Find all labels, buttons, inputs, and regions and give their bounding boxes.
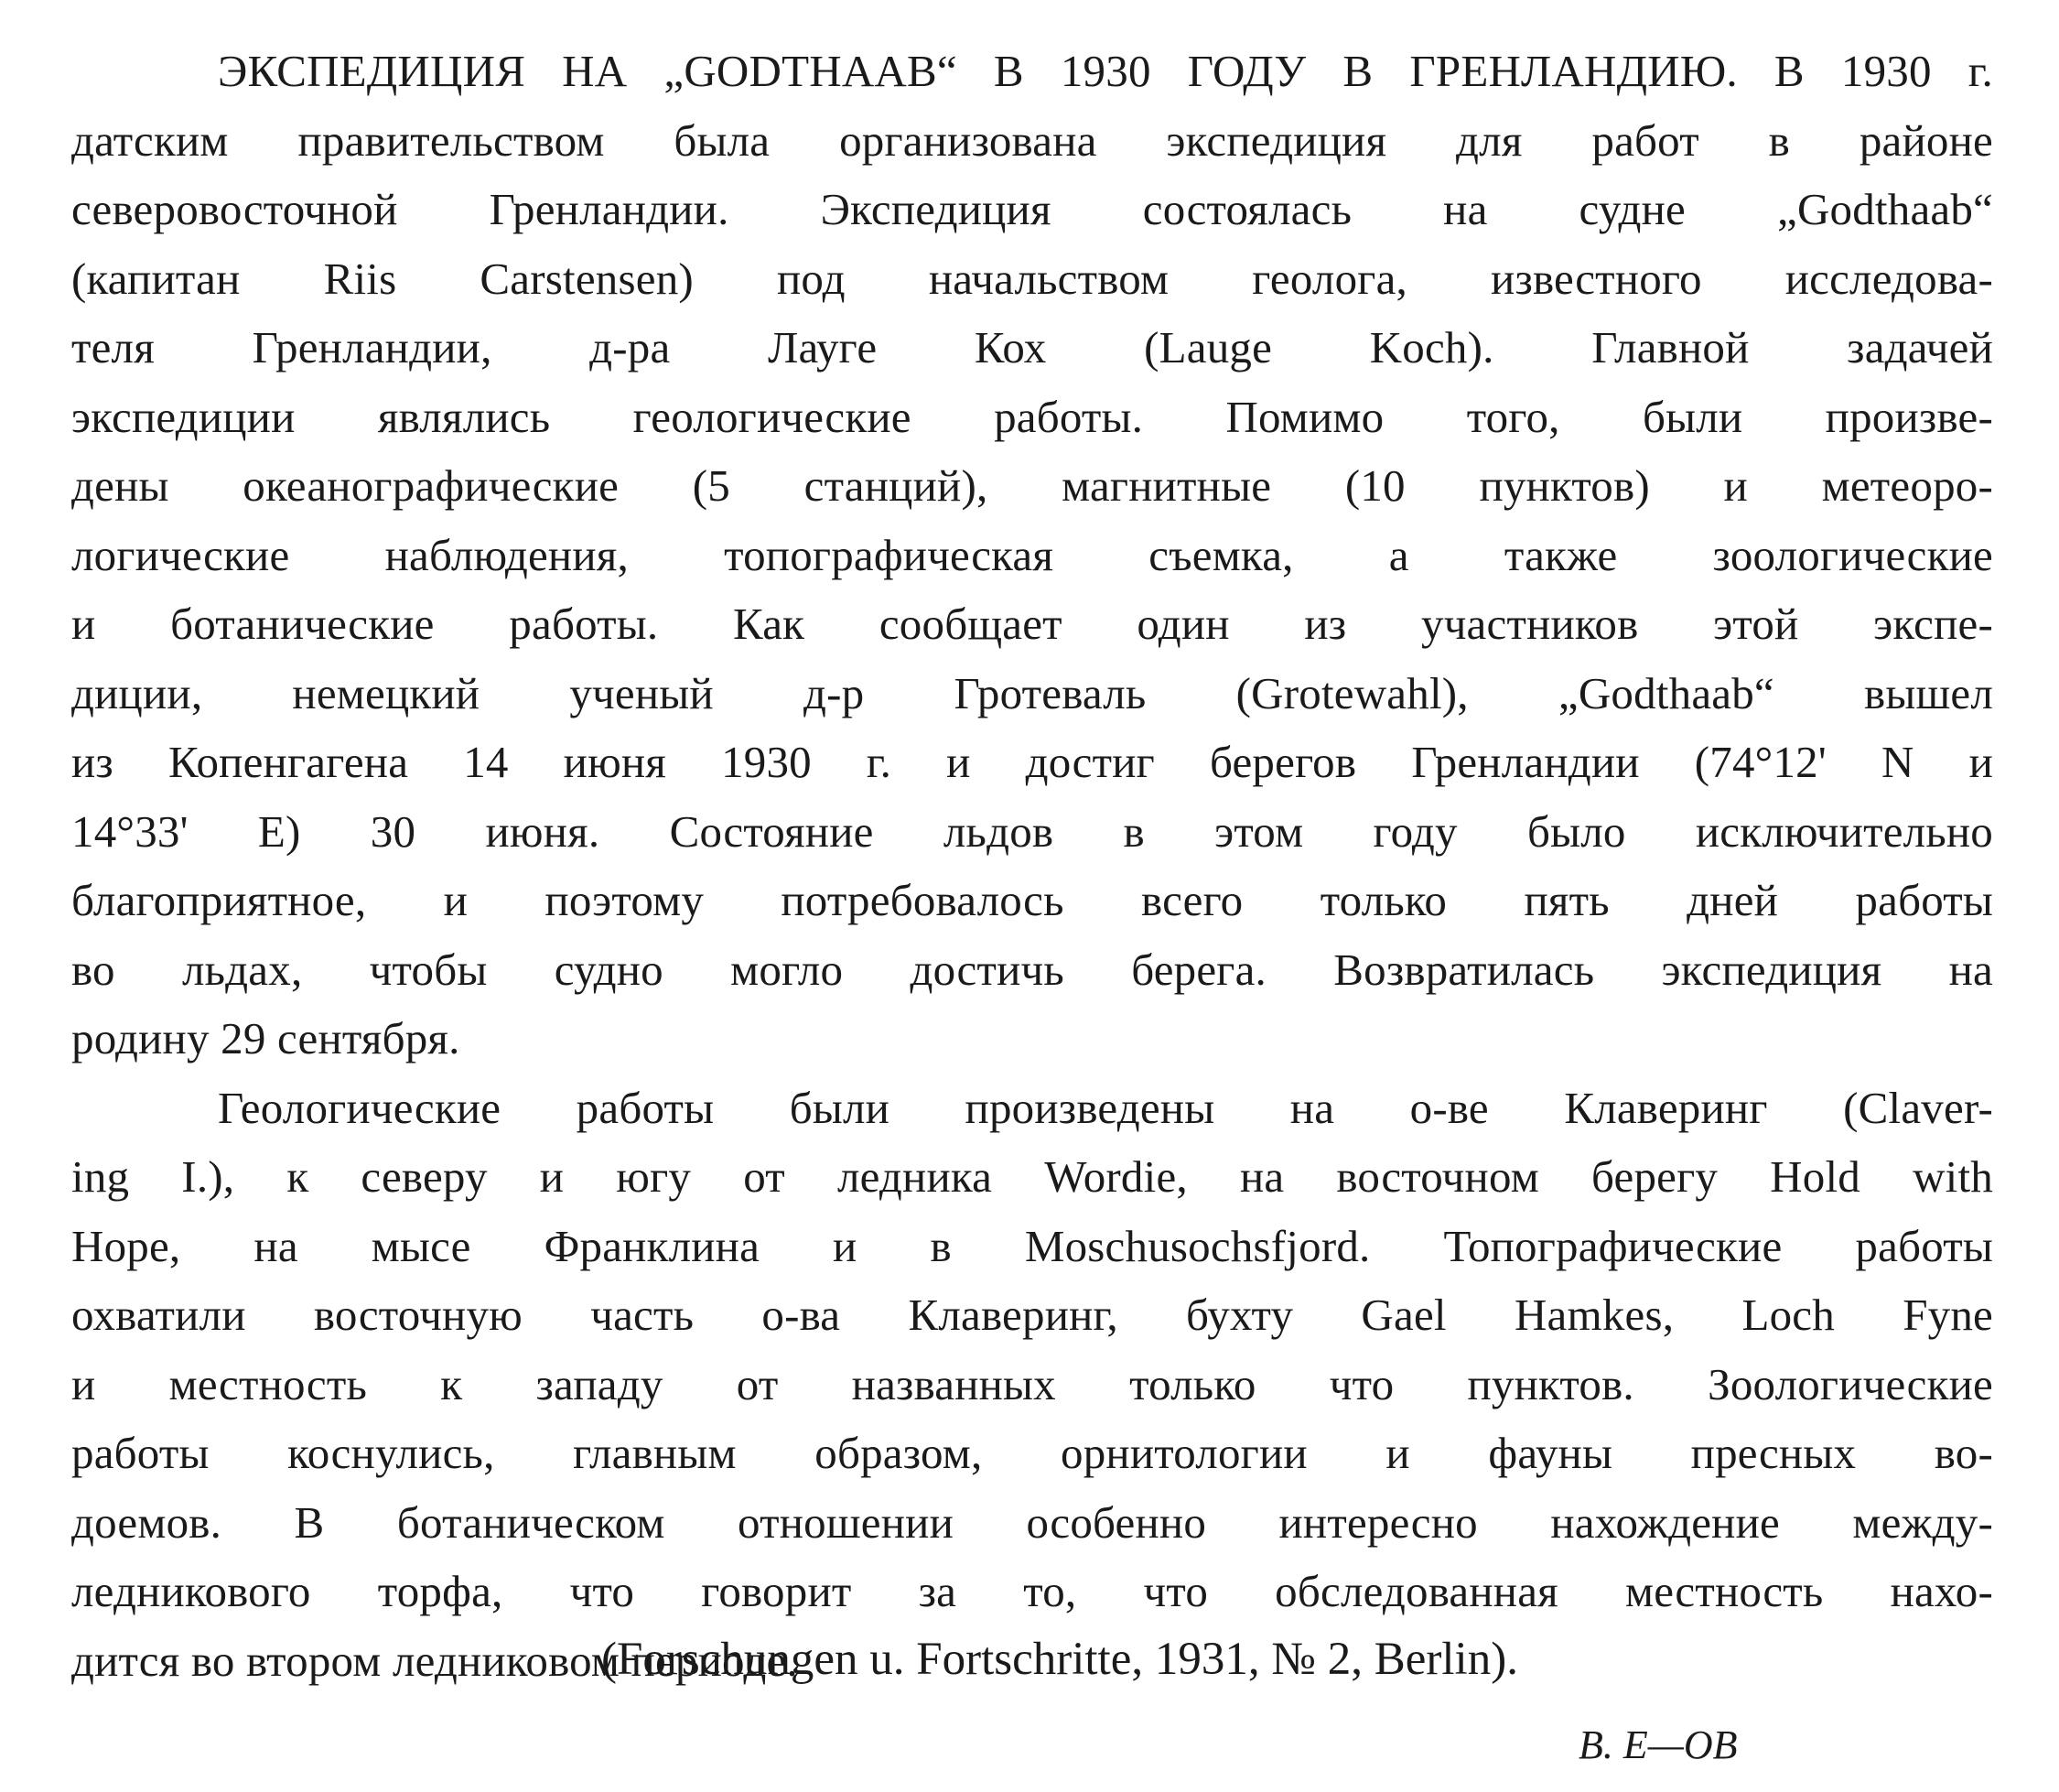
text-line: из Копенгагена 14 июня 1930 г. и достиг берегов Гренландии (74°12' N и [71, 737, 1993, 787]
text-line: родину 29 сентября. [71, 1013, 460, 1063]
article [71, 37, 1993, 1695]
text-line: во льдах, чтобы судно могло достичь берега. Возвратилась экспедиция на [71, 944, 1993, 995]
paragraph-1 [71, 37, 1993, 1074]
text-line: Hope, на мысе Франклина и в Moschusochsfjord. Топографические работы [71, 1220, 1993, 1271]
text-line: охватили восточную часть о-ва Клаверинг, бухту Gael Hamkes, Loch Fyne [71, 1290, 1993, 1340]
text-line: работы коснулись, главным образом, орнитологии и фауны пресных во- [71, 1428, 1993, 1478]
text-line: логические наблюдения, топографическая съемка, а также зоологические [71, 529, 1993, 580]
text-line: (капитан Riis Carstensen) под начальством геолога, известного исследова- [71, 253, 1993, 304]
text-line: северовосточной Гренландии. Экспедиция состоялась на судне „Godthaab“ [71, 184, 1993, 234]
author-signature: В. Е—ОВ [1579, 1722, 1738, 1767]
text-line: доемов. В ботаническом отношении особенно интересно нахождение между- [71, 1496, 1993, 1548]
text-line: дены океанографические (5 станций), магнитные (10 пунктов) и метеоро- [71, 460, 1993, 511]
text-line: 14°33' E) 30 июня. Состояние льдов в этом году было исключительно [71, 805, 1993, 857]
text-line: экспедиции являлись геологические работы. Помимо того, были произве- [71, 391, 1993, 442]
text-line: ЭКСПЕДИЦИЯ НА „GODTHAAB“ В 1930 ГОДУ В ГРЕНЛАНДИЮ. В 1930 г. [218, 46, 1993, 96]
paragraph-2 [71, 1074, 1993, 1696]
text-line: благоприятное, и поэтому потребовалось всего только пять дней работы [71, 875, 1993, 925]
text-line: теля Гренландии, д-ра Лауге Кох (Lauge Koch). Главной задачей [71, 322, 1993, 372]
text-line: и ботанические работы. Как сообщает один из участников этой экспе- [71, 599, 1993, 649]
text-line: Геологические работы были произведены на о-ве Клаверинг (Claver- [218, 1082, 1993, 1133]
source-citation: (Forschungen u. Fortschritte, 1931, № 2, Berlin). [601, 1634, 1518, 1685]
text-line: датским правительством была организована экспедиция для работ в районе [71, 114, 1993, 166]
text-line: и местность к западу от названных только что пунктов. Зоологические [71, 1358, 1993, 1409]
text-line: дится во втором ледниковом периоде. [71, 1635, 798, 1686]
text-line: ледникового торфа, что говорит за то, что обследованная местность нахо- [71, 1566, 1993, 1616]
text-line: ing I.), к северу и югу от ледника Wordie, на восточном берегу Hold with [71, 1151, 1993, 1202]
text-line: диции, немецкий ученый д-р Гротеваль (Grotewahl), „Godthaab“ вышел [71, 667, 1993, 718]
